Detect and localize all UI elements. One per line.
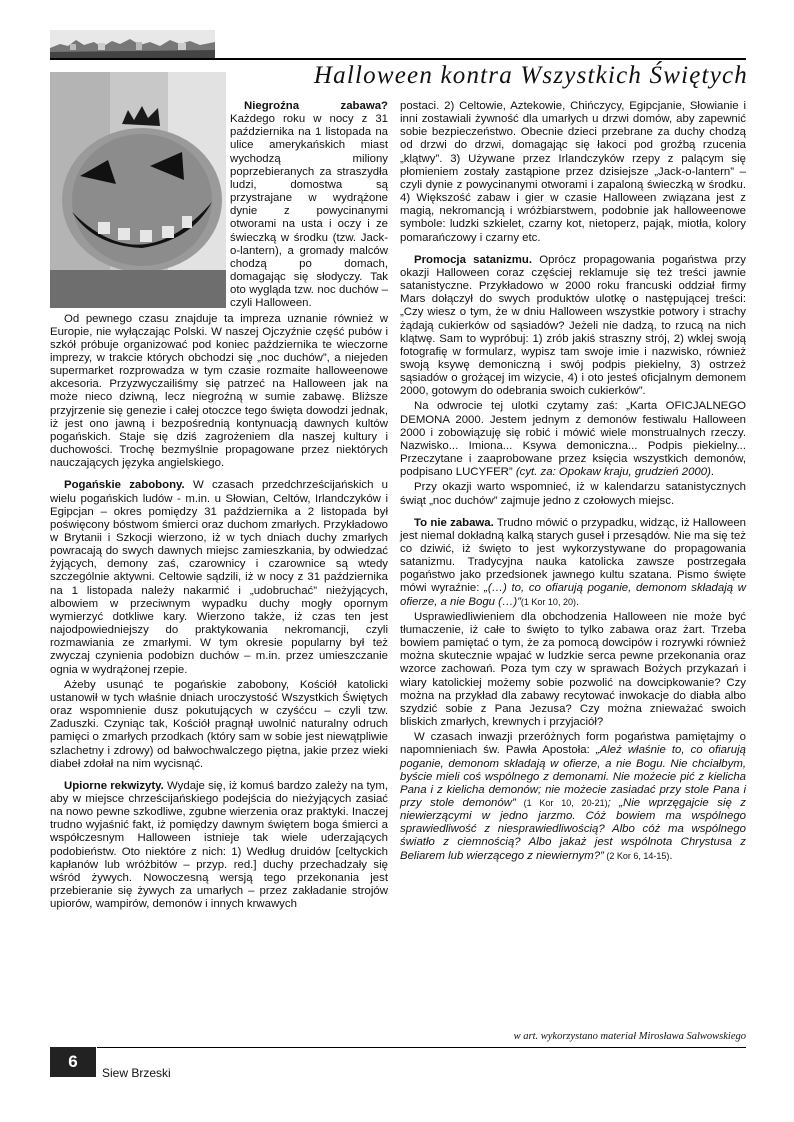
village-skyline-image xyxy=(50,30,215,58)
punctuation: . xyxy=(710,466,715,479)
punctuation: . xyxy=(669,849,673,862)
section-heading: To nie zabawa. xyxy=(414,516,494,529)
paragraph xyxy=(400,481,746,507)
paragraph-text: Na odwrocie tej ulotki czytamy zaś: „Karta OFICJALNEGO DEMONA 2000. Jestem jednym z demonów festiwalu Halloween 2000 i zobowiązuję się robić i mówić wiele monstrualnych rzeczy. Nazwisko... Imiona... Ksywa demoniczna... Podpis piekielny... Przeczytane i zaaprobowane przez księcia wszystkich demonów, podpisano LUCYFER” xyxy=(400,400,746,479)
scripture-reference: (2 Kor 6, 14-15) xyxy=(603,850,670,861)
paragraph-text: Oprócz propagowania pogaństwa przy okazji Halloween coraz częściej reklamuje się też treści jawnie satanistyczne. Przykładowo w 2000 roku francuski oddział firmy Mars dołączył do swych produktów ulotkę o następującej treści: „Czy wiesz o tym, że w dniu Halloween wszystkie potwory i strachy żądają cukierków od sąsiadów? Jeżeli nie dadzą, to rzucą na nich klątwę. Sam to wypróbuj: 1) zrób jakiś straszny strój, 2) wklej swoją fotografię w formularz, wypisz tam swoje imie i nazwisko, również swoją ksywę demoniczną i swój podpis piekielny, 3) ostrzeż sąsiadów o grożącej im wizycie, 4) i oto jesteś oficjalnym demonem 2000, gotowym do odebrania swoich cukierków”. xyxy=(400,253,746,398)
article-title: Halloween kontra Wszystkich Świętych xyxy=(313,62,748,89)
paragraph-pagan xyxy=(50,479,388,676)
section-heading: Niegroźna zabawa? xyxy=(244,100,388,112)
section-heading: Pogańskie zabobony. xyxy=(64,479,185,492)
paragraph-not-a-game xyxy=(400,517,746,609)
paragraph-text: Każdego roku w nocy z 31 października na 1 listopada na ulice amerykańskich miast wychodzą miliony poprzebieranych za straszydła ludzi, domostwa są przystrajane w wydrążone dynie z powycinanymi otworami na usta i oczy i ze świeczką w środku (tzw. Jack-o-lantern), a gromady malców chodzą po domach, domagając się słodyczy. Tak oto wygląda tzw. noc duchów – czyli Halloween. xyxy=(230,113,388,310)
paragraph-text: Usprawiedliwieniem dla obchodzenia Halloween nie może być tłumaczenie, iż całe to święto to tylko zabawa oraz żart. Trzeba bowiem pamiętać o tym, że za pomocą dowcipów i rozrywki również można skutecznie wpajać w ludzkie serca pewne przekonania oraz wzorce zachowań. Poza tym czy w sprawach Bożych przykazań i wiary katolickiej możemy sobie pozwolić na dowcipkowanie? Czy można na przykład dla zabawy recytować inwokacje do diabła albo szydzić sobie z Pana Jezusa? Czy można znieważać swoich bliskich zmarłych, krewnych i przyjaciół? xyxy=(400,610,746,729)
scripture-reference: (1 Kor 10, 20-21) xyxy=(515,797,608,808)
paragraph xyxy=(50,679,388,771)
publication-name: Siew Brzeski xyxy=(102,1066,171,1080)
header-rule xyxy=(50,58,746,60)
scripture-reference: (1 Kor 10, 20) xyxy=(520,596,576,607)
citation-source: (cyt. za: Opokaw kraju, grudzień 2000) xyxy=(512,466,711,479)
paragraph xyxy=(400,731,746,863)
paragraph-props xyxy=(50,780,388,912)
paragraph-text: W czasach przedchrześcijańskich u wielu pogańskich ludów - m.in. u Słowian, Celtów, Irlandczyków i Egipcjan – okres pomiędzy 31 października a 2 listopada był poświęcony bóstwom śmierci oraz duchom zmarłych. Przykładowo w Brytanii i Szkocji wierzono, iż w tych dniach duchy zmarłych powracają do swych dawnych miejsc zamieszkania, by odwiedzać żyjących, demony zaś, czarownicy i czarownice są wtedy szczególnie aktywni. Celtowie sądzili, iż w nocy z 31 października na 1 listopada należy nakarmić i „udobruchać” nieżyjących, albowiem w przeciwnym wypadku duchy mogły opornym wymierzyć dotkliwe kary. Wierzono także, iż czas ten jest najodpowiedniejszy do praktykowania nekromancji, czyli rozmawiania ze zmarłymi. W tym okresie popularny był też zwyczaj czynienia podobizn duchów – m.in. przez umieszczanie ognia w wydrążonej rzepie. xyxy=(50,479,388,676)
article-column-2 xyxy=(400,100,746,865)
scripture-quote: ; „Nie wprzęgajcie się z niewierzącymi w jedno jarzmo. Cóż bowiem ma wspólnego sprawiedliwość z niesprawiedliwością? Albo cóż ma wspólnego światło z ciemnością? Albo jakaż jest wspólnota Chrystusa z Beliarem lub wierzącego z niewiernym?” xyxy=(400,796,746,862)
page-number: 6 xyxy=(50,1047,96,1077)
paragraph-text: W czasach inwazji przeróżnych form pogaństwa pamiętajmy o napomnieniach św. Pawła Apostoła: xyxy=(400,731,746,757)
paragraph xyxy=(400,611,746,729)
paragraph-continued xyxy=(400,100,746,245)
scripture-quote: „(…) to, co ofiarują poganie, demonom składają w ofierze, a nie Bogu (…)” xyxy=(400,582,746,608)
punctuation: . xyxy=(575,595,580,608)
paragraph-text: postaci. 2) Celtowie, Aztekowie, Chińczycy, Egipcjanie, Słowianie i inni zostawiali żywność dla umarłych u drzwi domów, aby zapewnić sobie bezpieczeństwo. Obecnie dzieci przebrane za duchy chodzą od drzwi do drzwi, domagając się łakoci pod groźbą rzucenia „klątwy”. 3) Używane przez Irlandczyków rzepy z palącym się płomieniem zostały zastąpione przez dzisiejsze „Jack-o-lantern” – czyli dynie z powycinanymi otworami i zapaloną świeczką w środku. 4) Większość zabaw i gier w czasie Halloween związana jest z magią, nekromancją i wróżbiarstwem, podobnie jak halloweenowe symbole: ludzki szkielet, czarny kot, nietoperz, pająk, miotła, kolory pomarańczowy i czarny etc. xyxy=(400,100,746,244)
paragraph-satanism xyxy=(400,254,746,399)
paragraph-text: Trudno mówić o przypadku, widząc, iż Halloween jest niemal dokładną kalką starych guseł i przesądów. Nie ma się też co dziwić, iż święto to jest wykorzystywane do propagowania satanizmu. Tradycyjna nauka katolicka zawsze postrzegała pogaństwo jako przedsionek jawnego kultu szatana. Pismo święte mówi wyraźnie: xyxy=(400,516,746,595)
scripture-quote: „Ależ właśnie to, co ofiarują poganie, demonom składają w ofierze, a nie Bogu. Nie chciałbym, byście mieli coś wspólnego z demonami. Nie możecie pić z kielicha Pana i z kielicha demonów; nie możecie zasiadać przy stole Pana i przy stole demonów” xyxy=(400,744,747,809)
section-heading: Promocja satanizmu. xyxy=(414,253,533,266)
paragraph xyxy=(400,400,746,479)
masthead-landscape xyxy=(50,30,215,58)
paragraph-text: Od pewnego czasu znajduje ta impreza uznanie również w Europie, nie wyłączając Polski. W naszej Ojczyźnie część pubów i szkół próbuje organizować pod koniec października te wieczorne imprezy, w trakcie których obchodzi się „noc duchów”, a niejeden supermarket rozprowadza w tym czasie rozmaite halloweenowe akcesoria. Przyzwyczailiśmy się patrzeć na Halloween jak na może nieco dziwną, lecz niegroźną w sumie zabawę. Bliższe przyjrzenie się genezie i całej otoczce tego święta dowodzi jednak, iż jest ono jawną i bezpośrednią kontynuacją dawnych kultów pogańskich. Staje się dziś zagrożeniem dla naszej kultury i duchowości. Trochę bezmyślnie propagowane przez niektórych nauczających języka angielskiego. xyxy=(50,312,388,470)
article-credit: w art. wykorzystano materiał Mirosława Salwowskiego xyxy=(513,1031,746,1042)
section-heading: Upiorne rekwizyty. xyxy=(64,779,164,792)
paragraph-text: Przy okazji warto wspomnieć, iż w kalendarzu satanistycznych świąt „noc duchów” zajmuje jedno z czołowych miejsc. xyxy=(400,481,746,507)
photo-float-spacer xyxy=(50,100,230,308)
paragraph-text: Wydaje się, iż komuś bardzo zależy na tym, aby w miejsce chrześcijańskiego podejścia do nieżyjących zasiać na nowo pewne szkodliwe, zgubne wierzenia oraz praktyki. Inaczej trudno wyjaśnić fakt, iż pomiędzy dawnym świętem boga śmierci a współczesnym Halloween istnieje tak wiele uderzających podobieństw. Oto niektóre z nich: 1) Według druidów [celtyckich kapłanów lub wróżbitów – przyp. red.] duchy przechadzały się wśród żywych. Nowoczesną wersją tego przekonania jest przebieranie się żywych za umarłych – przez zakładanie strojów upiorów, wampirów, demonów i innych krwawych xyxy=(50,779,388,911)
footer-rule xyxy=(97,1047,746,1048)
paragraph-text: Ażeby usunąć te pogańskie zabobony, Kościół katolicki ustanowił w tych właśnie dniach uroczystość Wszystkich Świętych oraz wspomnienie dusz pokutujących w czyśćcu – czyli tzw. Zaduszki. Czyniąc tak, Kościół pragnął uwolnić naturalny odruch pamięci o zmarłych przodkach (który sam w sobie jest niewątpliwie szlachetny i zdrowy) od bałwochwalczego piętna, jakie przez wieki diabeł zdołał na nim wycisnąć. xyxy=(50,678,388,770)
article-column-1 xyxy=(50,100,388,913)
paragraph xyxy=(50,313,388,471)
